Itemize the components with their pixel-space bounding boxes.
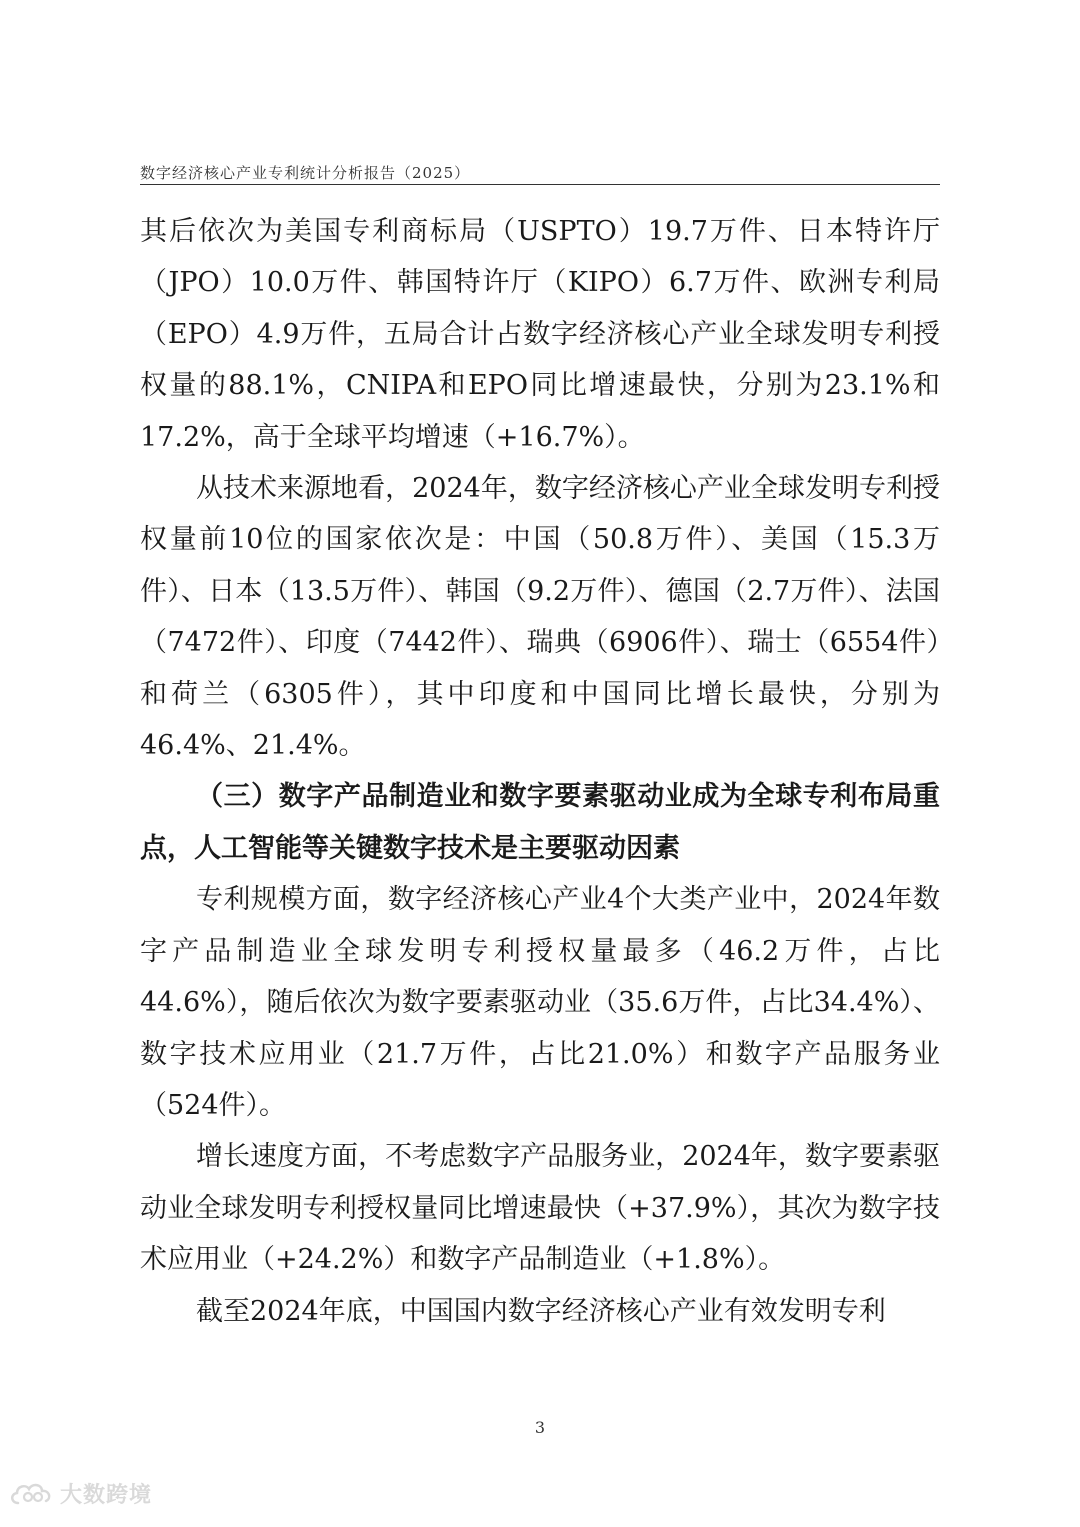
page-number: 3 — [534, 1418, 546, 1437]
page-body — [140, 206, 940, 1337]
paragraph-domestic-patents: 截至2024年底，中国国内数字经济核心产业有效发明专利 — [196, 1295, 886, 1327]
header-divider — [140, 184, 940, 185]
paragraph-office-ranking: 其后依次为美国专利商标局（USPTO）19.7万件、日本特许厅（JPO）10.0万件、韩国特许厅（KIPO）6.7万件、欧洲专利局（EPO）4.9万件，五局合计占数字经济核心产业全球发明专利授权量的88.1%，CNIPA和EPO同比增速最快，分别为23.1%和17.2%，高于全球平均增速（+16.7%）。 — [140, 216, 940, 453]
paragraph-country-ranking: 从技术来源地看，2024年，数字经济核心产业全球发明专利授权量前10位的国家依次是：中国（50.8万件）、美国（15.3万件）、日本（13.5万件）、韩国（9.2万件）、德国（2.7万件）、法国（7472件）、印度（7442件）、瑞典（6906件）、瑞士（6554件）和荷兰（6305件），其中印度和中国同比增长最快，分别为46.4%、21.4%。 — [140, 473, 940, 762]
watermark — [8, 1478, 152, 1509]
paragraph-growth-speed: 增长速度方面，不考虑数字产品服务业，2024年，数字要素驱动业全球发明专利授权量同比增速最快（+37.9%），其次为数字技术应用业（+24.2%）和数字产品制造业（+1.8%）。 — [140, 1141, 940, 1276]
cloud-logo-icon — [8, 1479, 56, 1509]
running-header: 数字经济核心产业专利统计分析报告（2025） — [140, 164, 471, 182]
watermark-text: 大数跨境 — [60, 1483, 153, 1508]
section-heading: （三）数字产品制造业和数字要素驱动业成为全球专利布局重点，人工智能等关键数字技术是主要驱动因素 — [140, 781, 940, 864]
paragraph-patent-scale: 专利规模方面，数字经济核心产业4个大类产业中，2024年数字产品制造业全球发明专利授权量最多（46.2万件，占比44.6%），随后依次为数字要素驱动业（35.6万件，占比34.4%）、数字技术应用业（21.7万件，占比21.0%）和数字产品服务业（524件）。 — [140, 884, 940, 1121]
